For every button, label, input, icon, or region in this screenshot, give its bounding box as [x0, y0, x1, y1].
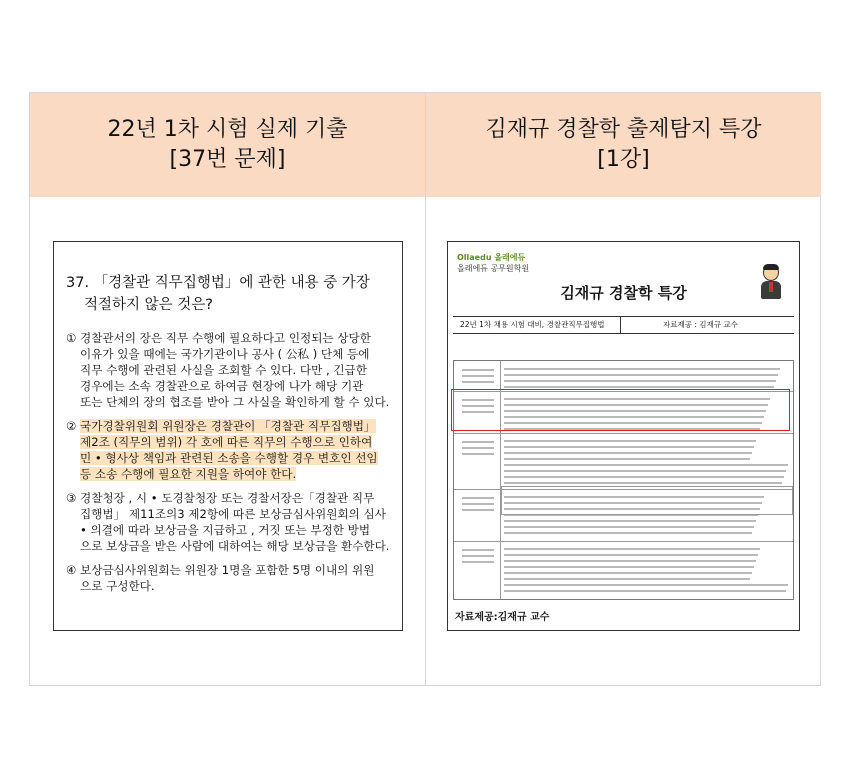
- document-credit: 자료제공:김재규 교수: [455, 612, 550, 623]
- right-header-title: 김재규 경찰학 출제탐지 특강: [485, 117, 762, 142]
- question-option-2: [66, 418, 394, 482]
- document-text-line: [504, 560, 756, 562]
- document-text-line: [504, 446, 754, 448]
- option-text-line: [80, 418, 394, 434]
- highlighted-text: 민 • 형사상 책임과 관련된 소송을 수행할 경우 변호인 선임: [80, 451, 378, 465]
- option-text-line: [80, 434, 394, 450]
- document-row-label: [462, 447, 494, 449]
- question-title: [66, 272, 394, 316]
- document-text-line: [504, 470, 786, 472]
- option-text-line: 이유가 있을 때에는 국가기관이나 공사 ( 公私 ) 단체 등에: [80, 347, 370, 361]
- document-text-line: [504, 584, 788, 586]
- option-number: ④: [66, 563, 77, 577]
- document-text-line: [504, 590, 786, 592]
- option-text-line: [80, 450, 394, 466]
- highlighted-text: 등 소송 수행에 필요한 지원을 하여야 한다.: [80, 467, 297, 481]
- left-header-subtitle: [37번 문제]: [169, 147, 286, 172]
- document-text-line: [504, 464, 788, 466]
- document-text-line: [504, 526, 754, 528]
- document-row-label: [462, 369, 494, 371]
- document-text-line: [504, 440, 756, 442]
- document-text-line: [504, 554, 758, 556]
- exam-question-card: [53, 241, 403, 631]
- option-text-line: • 의결에 따라 보상금을 지급하고 , 거짓 또는 부정한 방법: [80, 523, 371, 537]
- option-text-line: 으로 구성한다.: [80, 579, 155, 593]
- document-row-label: [462, 503, 494, 505]
- document-inner-box: [501, 486, 793, 515]
- option-text-line: 경우에는 소속 경찰관으로 하여금 현장에 나가 해당 기관: [80, 379, 364, 393]
- document-text-line: [504, 452, 752, 454]
- academy-logo: Ollaedu 올래에듀: [457, 253, 526, 262]
- highlight-red-box: [451, 389, 790, 431]
- question-option-1: [66, 330, 394, 410]
- academy-name: 올래에듀 공무원학원: [457, 264, 530, 273]
- document-row-label: [462, 555, 494, 557]
- option-text-line: 집행법」 제11조의3 제2항에 따른 보상금심사위원회의 심사: [80, 507, 386, 521]
- option-text-line: 으로 보상금을 받은 사람에 대하여는 해당 보상금을 환수한다.: [80, 539, 390, 553]
- column-divider: [425, 93, 426, 685]
- comparison-frame: [29, 92, 821, 686]
- document-text-line: [504, 566, 754, 568]
- question-options: [66, 330, 394, 594]
- document-row-label: [462, 453, 494, 455]
- document-row-label: [462, 441, 494, 443]
- document-subtitle-bar: [453, 316, 794, 334]
- right-header-subtitle: [1강]: [597, 147, 650, 172]
- document-text-line: [504, 374, 778, 376]
- document-text-line: [504, 572, 752, 574]
- question-title-line2: 적절하지 않은 것은?: [84, 297, 213, 313]
- document-row-label: [462, 497, 494, 499]
- document-text-line: [504, 476, 784, 478]
- document-text-line: [504, 368, 780, 370]
- question-option-3: [66, 490, 394, 554]
- document-subtitle-left: 22년 1차 채용 시험 대비, 경찰관직무집행법: [453, 317, 621, 333]
- document-text-line: [504, 578, 750, 580]
- right-header: [426, 93, 821, 197]
- document-row-label: [462, 549, 494, 551]
- document-text-line: [504, 548, 760, 550]
- option-text-line: 또는 단체의 장의 협조를 받아 그 사실을 확인하게 할 수 있다.: [80, 395, 390, 409]
- document-row-label: [462, 381, 494, 383]
- document-text-line: [504, 482, 782, 484]
- document-text-line: [504, 380, 776, 382]
- option-number: ③: [66, 491, 77, 505]
- document-text-line: [504, 458, 750, 460]
- document-row-label: [462, 509, 494, 511]
- option-number: ①: [66, 331, 77, 345]
- document-text-line: [504, 386, 774, 388]
- option-text-line: 보상금심사위원회는 위원장 1명을 포함한 5명 이내의 위원: [80, 563, 375, 577]
- lecture-document: [447, 241, 800, 631]
- left-header-title: 22년 1차 시험 실제 기출: [107, 117, 348, 142]
- option-number: ②: [66, 419, 77, 433]
- mascot-illustration: [760, 264, 782, 300]
- option-text-line: [80, 466, 394, 482]
- option-text-line: 직무 수행에 관련된 사실을 조회할 수 있다. 다만 , 긴급한: [80, 363, 367, 377]
- question-title-line1: 37. 「경찰관 직무집행법」에 관한 내용 중 가장: [66, 275, 370, 291]
- document-text-line: [504, 520, 756, 522]
- document-subtitle-right: 자료제공 : 김재규 교수: [663, 320, 738, 329]
- document-row-label: [462, 561, 494, 563]
- question-option-4: [66, 562, 394, 594]
- highlighted-text: 제2조 (직무의 범위) 각 호에 따른 직무의 수행으로 인하여: [80, 435, 373, 449]
- document-row-label: [462, 375, 494, 377]
- document-text-line: [504, 532, 752, 534]
- highlighted-text: 국가경찰위원회 위원장은 경찰관이 「경찰관 직무집행법」: [80, 419, 376, 433]
- option-text-line: 경찰청장 , 시 • 도경찰청장 또는 경찰서장은「경찰관 직무: [80, 491, 375, 505]
- left-header: [30, 93, 425, 197]
- document-title: 김재규 경찰학 특강: [560, 284, 687, 302]
- option-text-line: 경찰관서의 장은 직무 수행에 필요하다고 인정되는 상당한: [80, 331, 371, 345]
